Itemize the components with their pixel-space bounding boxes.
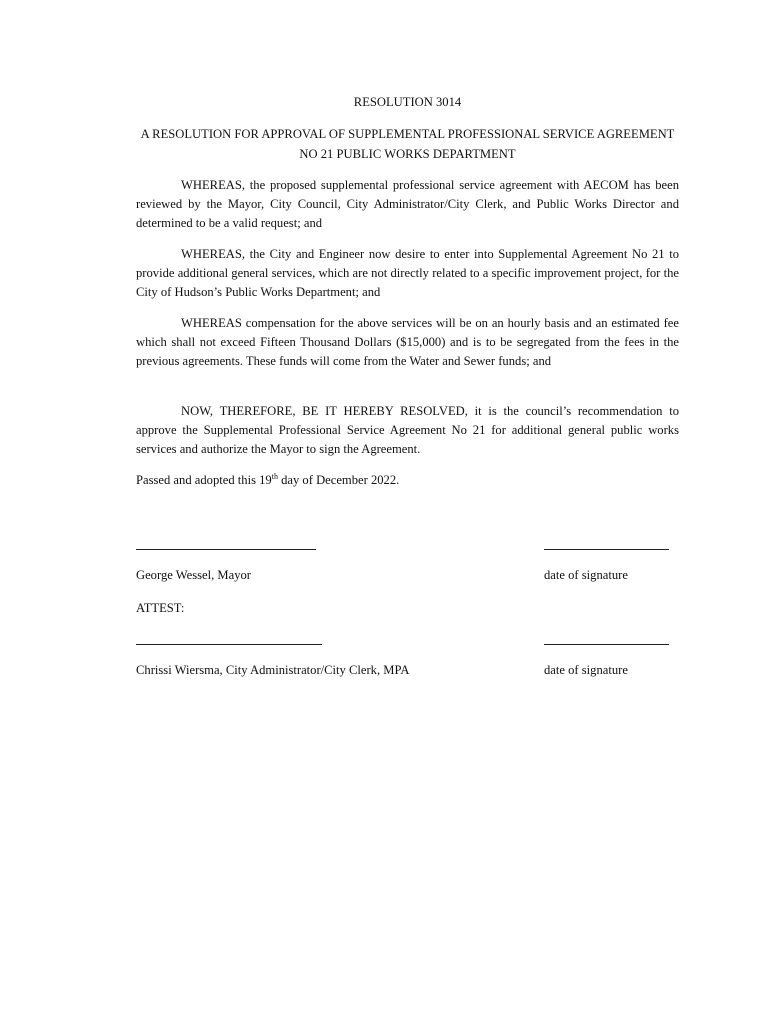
whereas-paragraph-2: WHEREAS, the City and Engineer now desire to enter into Supplemental Agreement No 21 to provide additional general services, which are not directly related to a specific improvement project, for the City of Hudson’s Public Works Department; and <box>136 247 679 299</box>
attest-label: ATTEST: <box>136 601 185 615</box>
mayor-name: George Wessel, Mayor <box>136 568 251 582</box>
passed-ordinal-suffix: th <box>271 471 278 481</box>
passed-adopted-line <box>136 471 399 490</box>
resolution-subtitle: A RESOLUTION FOR APPROVAL OF SUPPLEMENTAL PROFESSIONAL SERVICE AGREEMENT NO 21 PUBLIC WORKS DEPARTMENT <box>140 127 675 161</box>
clerk-date-label: date of signature <box>544 663 628 677</box>
clerk-name: Chrissi Wiersma, City Administrator/City Clerk, MPA <box>136 663 410 677</box>
resolution-title: RESOLUTION 3014 <box>353 95 462 109</box>
resolved-paragraph: NOW, THEREFORE, BE IT HEREBY RESOLVED, it is the council’s recommendation to approve the Supplemental Professional Service Agreement No 21 for additional general public works services and authorize the Mayor to sign the Agreement. <box>136 404 679 456</box>
whereas-paragraph-3: WHEREAS compensation for the above services will be on an hourly basis and an estimated fee which shall not exceed Fifteen Thousand Dollars ($15,000) and is to be segregated from the fees in the previous agreements. These funds will come from the Water and Sewer funds; and <box>136 316 679 368</box>
mayor-signature-line <box>136 549 316 550</box>
clerk-date-line <box>544 644 669 645</box>
mayor-date-label: date of signature <box>544 568 628 582</box>
clerk-signature-line <box>136 644 322 645</box>
passed-rest: day of December 2022. <box>277 473 400 487</box>
mayor-date-line <box>544 549 669 550</box>
whereas-paragraph-1: WHEREAS, the proposed supplemental professional service agreement with AECOM has been reviewed by the Mayor, City Council, City Administrator/City Clerk, and Public Works Director and determined to be a valid request; and <box>136 178 679 230</box>
passed-prefix: Passed and adopted this 19 <box>136 473 272 487</box>
